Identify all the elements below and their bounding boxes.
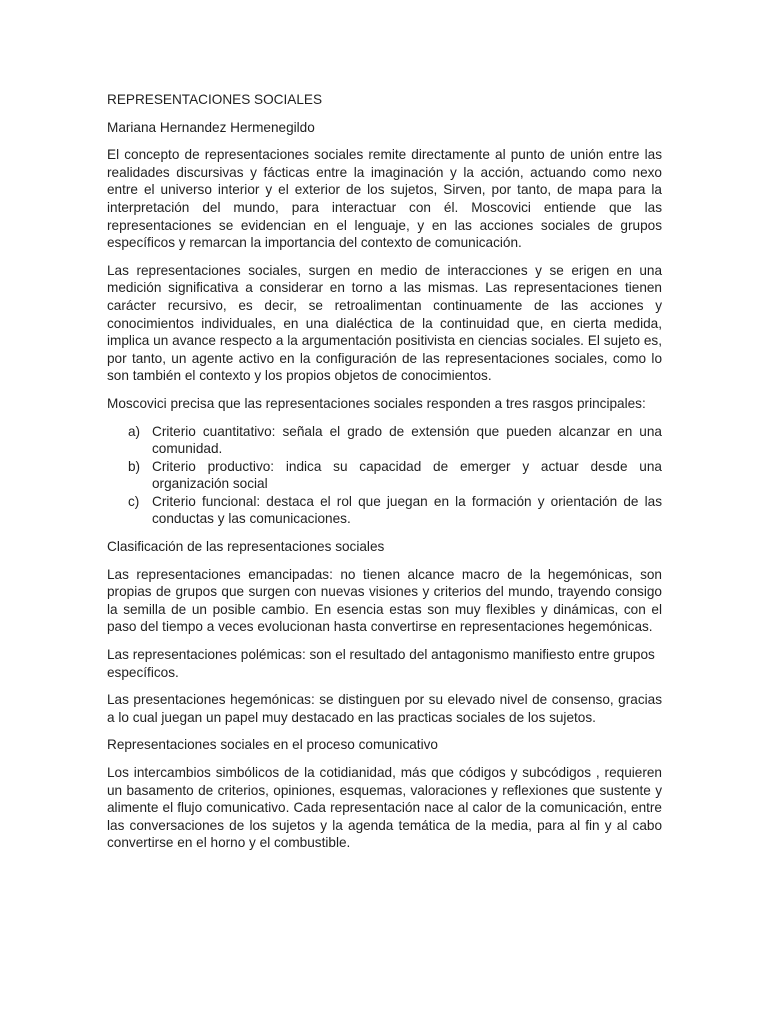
list-marker: a)	[128, 423, 141, 439]
list-item	[107, 458, 662, 493]
paragraph-emancipated: Las representaciones emancipadas: no tienen alcance macro de la hegemónicas, son propias de grupos que surgen con nuevas visiones y criterios del mundo, trayendo consigo la semilla de un posible cambio. En esencia estas son muy flexibles y dinámicas, con el paso del tiempo a veces evolucionan hasta convertirse en representaciones hegemónicas.	[107, 566, 662, 635]
list-item	[107, 423, 662, 458]
criteria-list	[107, 423, 662, 529]
paragraph-polemic: Las representaciones polémicas: son el resultado del antagonismo manifiesto entre grupos específicos.	[107, 647, 655, 680]
paragraph-intro-concept: El concepto de representaciones sociales remite directamente al punto de unión entre las realidades discursivas y fácticas entre la imaginación y la acción, actuando como nexo entre el universo interior y el exterior de los sujetos, Sirven, por tanto, de mapa para la interpretación del mundo, para interactuar con él. Moscovici entiende que las representaciones se evidencian en el lenguaje, y en las acciones sociales de grupos específicos y remarcan la importancia del contexto de comunicación.	[107, 147, 662, 251]
list-marker: c)	[128, 493, 140, 509]
paragraph-communication: Los intercambios simbólicos de la cotidianidad, más que códigos y subcódigos , requieren un basamento de criterios, opiniones, esquemas, valoraciones y reflexiones que sustente y alimente el flujo comunicativo. Cada representación nace al calor de la comunicación, entre las conversaciones de los sujetos y la agenda temática de la media, para al fin y al cabo convertirse en el horno y el combustible.	[107, 765, 662, 851]
list-item-text: Criterio funcional: destaca el rol que juegan en la formación y orientación de las conductas y las comunicaciones.	[152, 493, 662, 527]
list-item	[107, 493, 662, 528]
document-page	[107, 91, 662, 862]
document-title: REPRESENTACIONES SOCIALES	[107, 92, 323, 107]
paragraph-hegemonic: Las presentaciones hegemónicas: se distinguen por su elevado nivel de consenso, gracias a lo cual juegan un papel muy destacado en las practicas sociales de los sujetos.	[107, 692, 662, 725]
paragraph-intro-interactions: Las representaciones sociales, surgen en medio de interacciones y se erigen en una medición significativa a considerar en torno a las mismas. Las representaciones tienen carácter recursivo, es decir, se retroalimentan continuamente de las acciones y conocimientos individuales, en una dialéctica de la continuidad que, en cierta medida, implica un avance respecto a la argumentación positivista en ciencias sociales. El sujeto es, por tanto, un agente activo en la configuración de las representaciones sociales, como lo son también el contexto y los propios objetos de conocimientos.	[107, 262, 662, 384]
list-item-text: Criterio cuantitativo: señala el grado de extensión que pueden alcanzar en una comunidad.	[152, 423, 662, 457]
document-author: Mariana Hernandez Hermenegildo	[107, 119, 315, 135]
list-item-text: Criterio productivo: indica su capacidad de emerger y actuar desde una organización social	[152, 458, 662, 492]
section-heading-classification: Clasificación de las representaciones sociales	[107, 539, 385, 555]
section-heading-communication: Representaciones sociales en el proceso comunicativo	[107, 737, 438, 753]
list-marker: b)	[128, 458, 141, 474]
paragraph-intro-moscovici: Moscovici precisa que las representaciones sociales responden a tres rasgos principales:	[107, 395, 646, 411]
